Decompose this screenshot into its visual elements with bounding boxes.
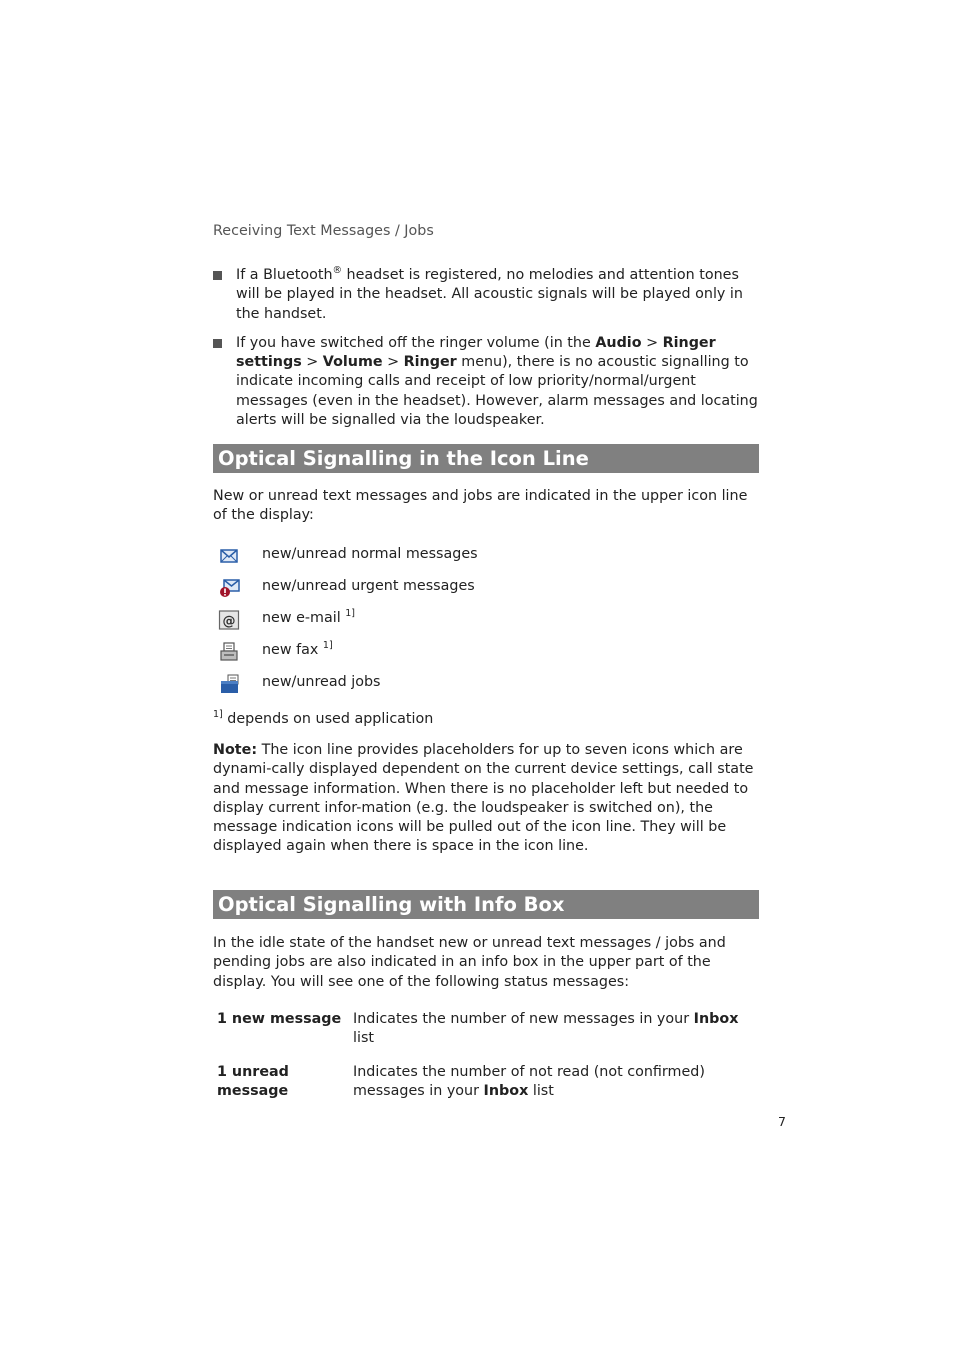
icon-label: new fax $^{1]}$ bbox=[262, 640, 333, 658]
bullet-square-icon bbox=[213, 271, 222, 280]
bullet-text: > bbox=[301, 354, 323, 371]
bullet-text: menu), there is no acoustic signalling to indicate incoming calls and receipt of low priority/normal/urgent messages (even in the headset). However, alarm messages and locating alerts will be signalled via the loudspeaker. bbox=[236, 354, 758, 429]
note-label: Note: bbox=[213, 742, 258, 758]
status-message-table bbox=[213, 1010, 761, 1115]
fax-icon bbox=[218, 641, 240, 663]
email-at-icon bbox=[218, 609, 240, 631]
section1-intro: New or unread text messages and jobs are indicated in the upper icon line of the display: bbox=[213, 488, 748, 524]
menu-ringer-settings: Ringer settings bbox=[236, 334, 716, 371]
section-heading-info-box: Optical Signalling with Info Box bbox=[213, 890, 759, 919]
bullet-text: headset is registered, no melodies and attention tones will be played in the headset. All acoustic signals will be played only in the handset. bbox=[236, 267, 743, 322]
bullet-text: If you have switched off the ringer volume (in the bbox=[236, 334, 596, 351]
bullet-text: If a Bluetooth bbox=[236, 267, 333, 283]
footnote: $^{1]}$ depends on used application bbox=[213, 709, 434, 727]
bullet-list bbox=[213, 266, 761, 440]
bullet-text: > bbox=[382, 354, 404, 371]
page-number: 7 bbox=[778, 1114, 786, 1129]
envelope-icon bbox=[218, 545, 240, 567]
note-text: The icon line provides placeholders for up to seven icons which are dynami-cally displayed dependent on the current device settings, call state and message information. When there is no placeholder left but needed to display current infor-mation (e.g. the loudspeaker is switched on), the message indication icons will be pulled out of the icon line. They will be displayed again when there is space in the icon line. bbox=[213, 742, 754, 855]
section-heading-icon-line: Optical Signalling in the Icon Line bbox=[213, 444, 759, 473]
note-paragraph bbox=[213, 741, 761, 857]
job-icon bbox=[218, 673, 240, 695]
status-description: Indicates the number of not read (not confirmed) messages in your Inbox list bbox=[353, 1063, 705, 1099]
bullet-item-ringer bbox=[213, 334, 761, 430]
footnote-ref: 1] bbox=[345, 608, 355, 619]
bullet-text: > bbox=[641, 334, 663, 351]
registered-mark: ® bbox=[332, 265, 343, 276]
icon-label: new/unread urgent messages bbox=[262, 578, 475, 594]
icon-label: new/unread normal messages bbox=[262, 546, 478, 562]
urgent-envelope-icon bbox=[218, 577, 240, 599]
section2-intro: In the idle state of the handset new or unread text messages / jobs and pending jobs are also indicated in an info box in the upper part of the display. You will see one of the following status messages: bbox=[213, 935, 726, 990]
table-row bbox=[213, 1010, 761, 1063]
icon-label: new/unread jobs bbox=[262, 674, 381, 690]
menu-volume: Volume bbox=[322, 354, 383, 371]
table-row bbox=[213, 1063, 761, 1116]
running-head: Receiving Text Messages / Jobs bbox=[213, 223, 434, 239]
menu-audio: Audio bbox=[595, 334, 642, 351]
svg-text:@: @ bbox=[222, 614, 236, 629]
bullet-square-icon bbox=[213, 339, 222, 348]
footnote-ref: 1] bbox=[322, 640, 333, 651]
bullet-item-bluetooth bbox=[213, 266, 761, 324]
status-term: 1 unread message bbox=[217, 1063, 289, 1099]
footnote-mark: 1] bbox=[213, 709, 223, 720]
status-description: Indicates the number of new messages in your Inbox list bbox=[353, 1011, 739, 1047]
menu-ringer: Ringer bbox=[403, 354, 457, 371]
status-term: 1 new message bbox=[217, 1011, 342, 1027]
icon-label: new e-mail $^{1]}$ bbox=[262, 608, 355, 626]
